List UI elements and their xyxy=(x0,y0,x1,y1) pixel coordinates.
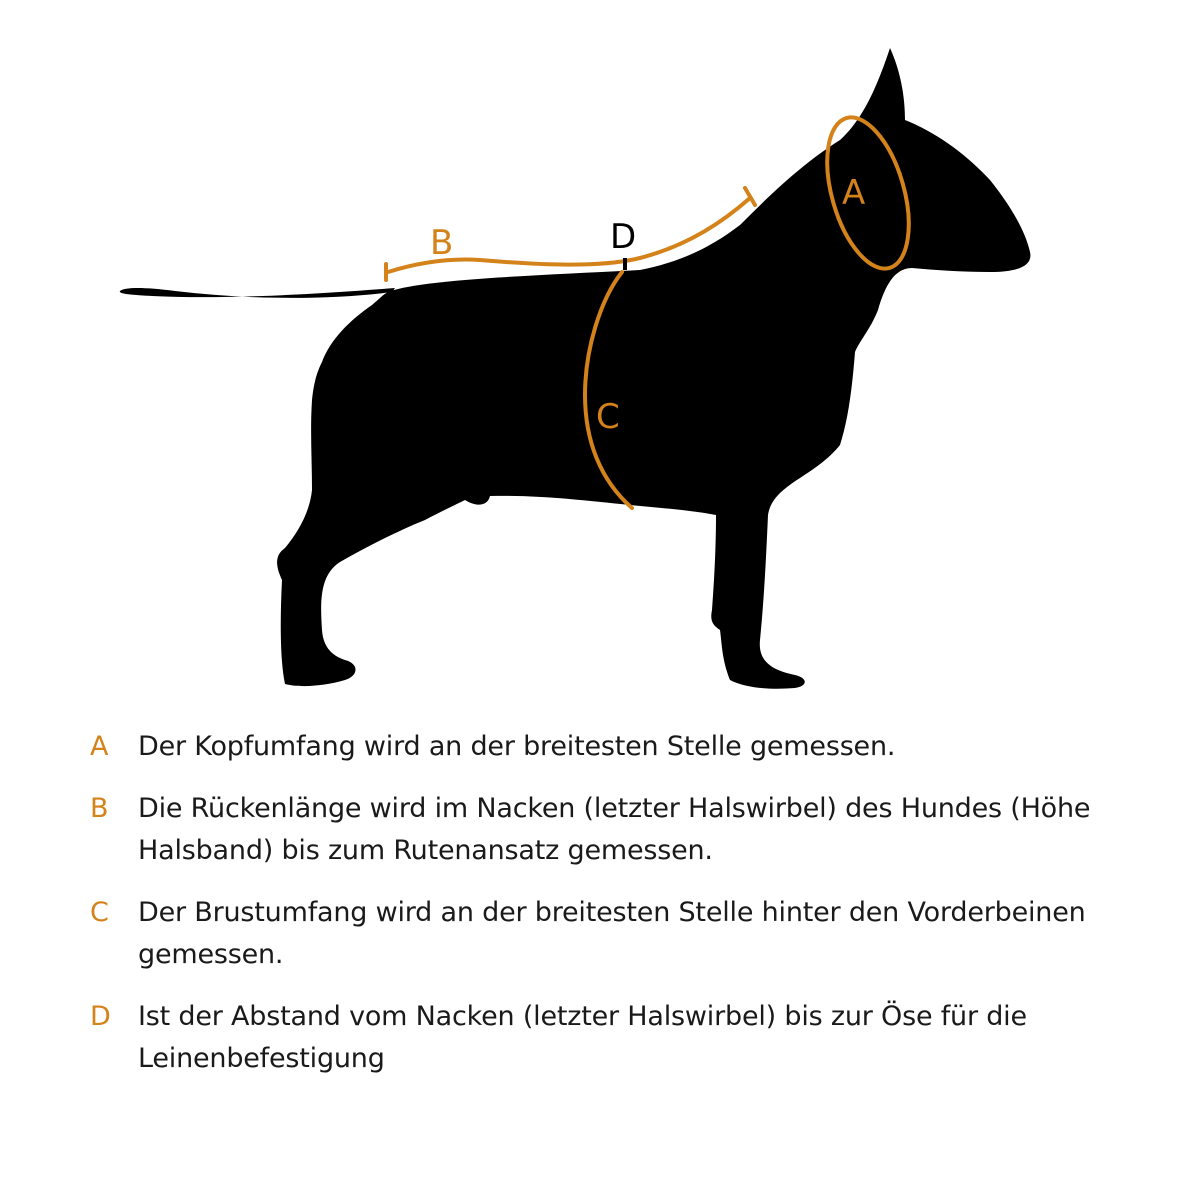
label-a: A xyxy=(842,173,866,213)
label-b: B xyxy=(430,223,454,263)
legend-letter: C xyxy=(90,897,109,928)
legend-letter: B xyxy=(90,793,109,824)
label-d: D xyxy=(610,217,637,257)
legend-text: Die Rückenlänge wird im Nacken (letzter Halswirbel) des Hundes (Höhe Halsband) bis zum Rutenansatz gemessen. xyxy=(138,793,1091,866)
legend-item-d xyxy=(90,996,1150,1080)
legend-letter: A xyxy=(90,731,109,762)
legend-text: Der Brustumfang wird an der breitesten Stelle hinter den Vorderbeinen gemessen. xyxy=(138,897,1086,970)
legend-item-c xyxy=(90,892,1150,976)
legend-item-a xyxy=(90,726,1150,768)
legend-item-b xyxy=(90,788,1150,872)
dog-silhouette-icon xyxy=(120,48,1031,689)
label-c: C xyxy=(596,397,620,437)
legend-text: Der Kopfumfang wird an der breitesten Stelle gemessen. xyxy=(138,731,896,762)
legend-letter: D xyxy=(90,1001,111,1032)
legend xyxy=(90,726,1150,1100)
legend-text: Ist der Abstand vom Nacken (letzter Halswirbel) bis zur Öse für die Leinenbefestigung xyxy=(138,1001,1027,1074)
